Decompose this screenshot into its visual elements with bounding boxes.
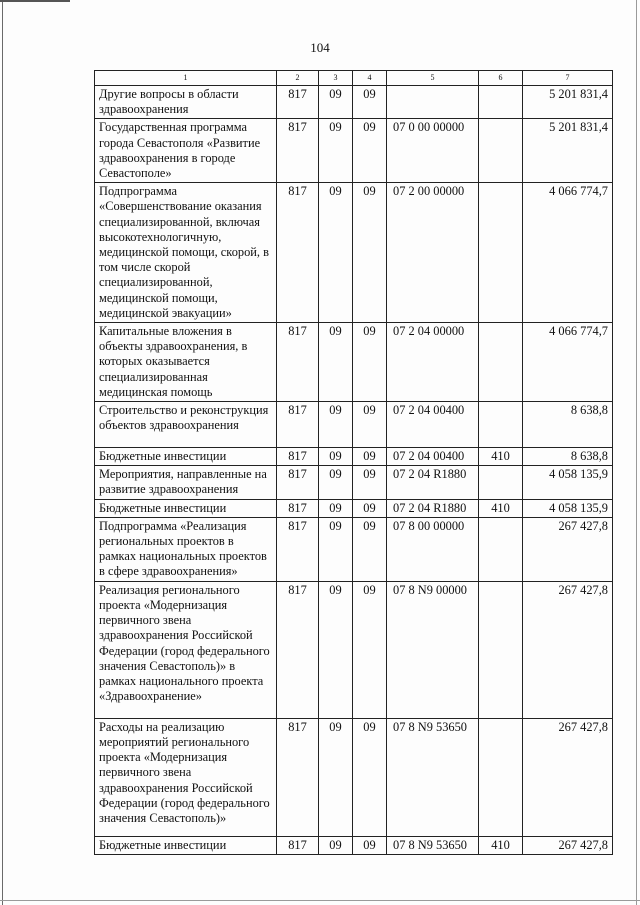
row-name-cell: Бюджетные инвестиции xyxy=(95,836,277,854)
code-5-cell: 07 0 00 00000 xyxy=(387,119,479,183)
code-3-cell: 09 xyxy=(319,402,353,448)
header-cell: 4 xyxy=(353,71,387,86)
table-row xyxy=(95,499,613,517)
code-3-cell: 09 xyxy=(319,836,353,854)
code-2-cell: 817 xyxy=(277,466,319,499)
code-2-cell: 817 xyxy=(277,323,319,402)
code-3-cell: 09 xyxy=(319,119,353,183)
code-6-cell xyxy=(479,86,523,119)
code-5-cell: 07 2 04 00400 xyxy=(387,448,479,466)
code-2-cell: 817 xyxy=(277,499,319,517)
table-row xyxy=(95,836,613,854)
scan-edge-top xyxy=(0,0,70,2)
code-3-cell: 09 xyxy=(319,581,353,718)
amount-cell: 267 427,8 xyxy=(523,581,613,718)
code-3-cell: 09 xyxy=(319,86,353,119)
amount-cell: 4 058 135,9 xyxy=(523,466,613,499)
table-row xyxy=(95,466,613,499)
table-row xyxy=(95,323,613,402)
code-5-cell: 07 2 04 R1880 xyxy=(387,466,479,499)
table-row xyxy=(95,517,613,581)
code-3-cell: 09 xyxy=(319,517,353,581)
table-row xyxy=(95,119,613,183)
table-row xyxy=(95,581,613,718)
amount-cell: 267 427,8 xyxy=(523,836,613,854)
code-6-cell xyxy=(479,517,523,581)
header-cell: 7 xyxy=(523,71,613,86)
row-name-cell: Бюджетные инвестиции xyxy=(95,499,277,517)
row-name-cell: Бюджетные инвестиции xyxy=(95,448,277,466)
code-5-cell: 07 8 N9 53650 xyxy=(387,836,479,854)
row-name-cell: Другие вопросы в области здравоохранения xyxy=(95,86,277,119)
code-4-cell: 09 xyxy=(353,499,387,517)
code-4-cell: 09 xyxy=(353,86,387,119)
code-4-cell: 09 xyxy=(353,119,387,183)
code-6-cell xyxy=(479,119,523,183)
amount-cell: 4 058 135,9 xyxy=(523,499,613,517)
code-4-cell: 09 xyxy=(353,323,387,402)
code-3-cell: 09 xyxy=(319,323,353,402)
code-6-cell xyxy=(479,402,523,448)
code-4-cell: 09 xyxy=(353,517,387,581)
code-6-cell xyxy=(479,183,523,323)
code-2-cell: 817 xyxy=(277,581,319,718)
table-row xyxy=(95,86,613,119)
amount-cell: 8 638,8 xyxy=(523,402,613,448)
code-6-cell: 410 xyxy=(479,448,523,466)
code-5-cell: 07 8 N9 00000 xyxy=(387,581,479,718)
code-5-cell: 07 2 04 00000 xyxy=(387,323,479,402)
table-row xyxy=(95,183,613,323)
code-2-cell: 817 xyxy=(277,119,319,183)
code-3-cell: 09 xyxy=(319,499,353,517)
row-name-cell: Капитальные вложения в объекты здравоохранения, в которых оказывается специализированная медицинская помощь xyxy=(95,323,277,402)
code-4-cell: 09 xyxy=(353,402,387,448)
code-4-cell: 09 xyxy=(353,448,387,466)
code-2-cell: 817 xyxy=(277,517,319,581)
code-3-cell: 09 xyxy=(319,466,353,499)
code-3-cell: 09 xyxy=(319,718,353,836)
row-name-cell: Строительство и реконструкция объектов здравоохранения xyxy=(95,402,277,448)
table-row xyxy=(95,402,613,448)
code-5-cell: 07 8 00 00000 xyxy=(387,517,479,581)
code-6-cell: 410 xyxy=(479,499,523,517)
amount-cell: 267 427,8 xyxy=(523,517,613,581)
amount-cell: 5 201 831,4 xyxy=(523,86,613,119)
code-6-cell xyxy=(479,466,523,499)
code-6-cell xyxy=(479,323,523,402)
code-2-cell: 817 xyxy=(277,183,319,323)
code-2-cell: 817 xyxy=(277,86,319,119)
page-number: 104 xyxy=(310,40,330,55)
header-cell: 3 xyxy=(319,71,353,86)
scan-edge-bottom xyxy=(0,900,640,901)
amount-cell: 267 427,8 xyxy=(523,718,613,836)
code-5-cell: 07 2 04 00400 xyxy=(387,402,479,448)
row-name-cell: Мероприятия, направленные на развитие здравоохранения xyxy=(95,466,277,499)
row-name-cell: Реализация регионального проекта «Модернизация первичного звена здравоохранения Российской Федерации (город федерального значения Севастополь)» в рамках национального проекта «Здравоохранение» xyxy=(95,581,277,718)
code-4-cell: 09 xyxy=(353,183,387,323)
code-5-cell: 07 8 N9 53650 xyxy=(387,718,479,836)
row-name-cell: Расходы на реализацию мероприятий регионального проекта «Модернизация первичного звена здравоохранения Российской Федерации (город федерального значения Севастополь)» xyxy=(95,718,277,836)
code-5-cell: 07 2 00 00000 xyxy=(387,183,479,323)
amount-cell: 8 638,8 xyxy=(523,448,613,466)
table-row xyxy=(95,448,613,466)
header-cell: 2 xyxy=(277,71,319,86)
amount-cell: 5 201 831,4 xyxy=(523,119,613,183)
amount-cell: 4 066 774,7 xyxy=(523,183,613,323)
code-3-cell: 09 xyxy=(319,183,353,323)
code-2-cell: 817 xyxy=(277,448,319,466)
budget-table xyxy=(94,70,613,855)
code-2-cell: 817 xyxy=(277,836,319,854)
code-6-cell xyxy=(479,718,523,836)
table-header-row xyxy=(95,71,613,86)
header-cell: 6 xyxy=(479,71,523,86)
amount-cell: 4 066 774,7 xyxy=(523,323,613,402)
row-name-cell: Подпрограмма «Совершенствование оказания специализированной, включая высокотехнологичную, медицинской помощи, скорой, в том числе скорой специализированной, медицинской помощи, медицинской эвакуации» xyxy=(95,183,277,323)
code-4-cell: 09 xyxy=(353,581,387,718)
code-2-cell: 817 xyxy=(277,402,319,448)
code-4-cell: 09 xyxy=(353,466,387,499)
code-4-cell: 09 xyxy=(353,836,387,854)
row-name-cell: Подпрограмма «Реализация региональных проектов в рамках национальных проектов в сфере здравоохранения» xyxy=(95,517,277,581)
table-row xyxy=(95,718,613,836)
code-5-cell xyxy=(387,86,479,119)
code-5-cell: 07 2 04 R1880 xyxy=(387,499,479,517)
scan-edge-left xyxy=(2,0,3,905)
header-cell: 5 xyxy=(387,71,479,86)
code-2-cell: 817 xyxy=(277,718,319,836)
row-name-cell: Государственная программа города Севастополя «Развитие здравоохранения в городе Севастополе» xyxy=(95,119,277,183)
code-6-cell xyxy=(479,581,523,718)
scan-edge-right xyxy=(636,0,637,905)
code-3-cell: 09 xyxy=(319,448,353,466)
header-cell: 1 xyxy=(95,71,277,86)
code-4-cell: 09 xyxy=(353,718,387,836)
code-6-cell: 410 xyxy=(479,836,523,854)
